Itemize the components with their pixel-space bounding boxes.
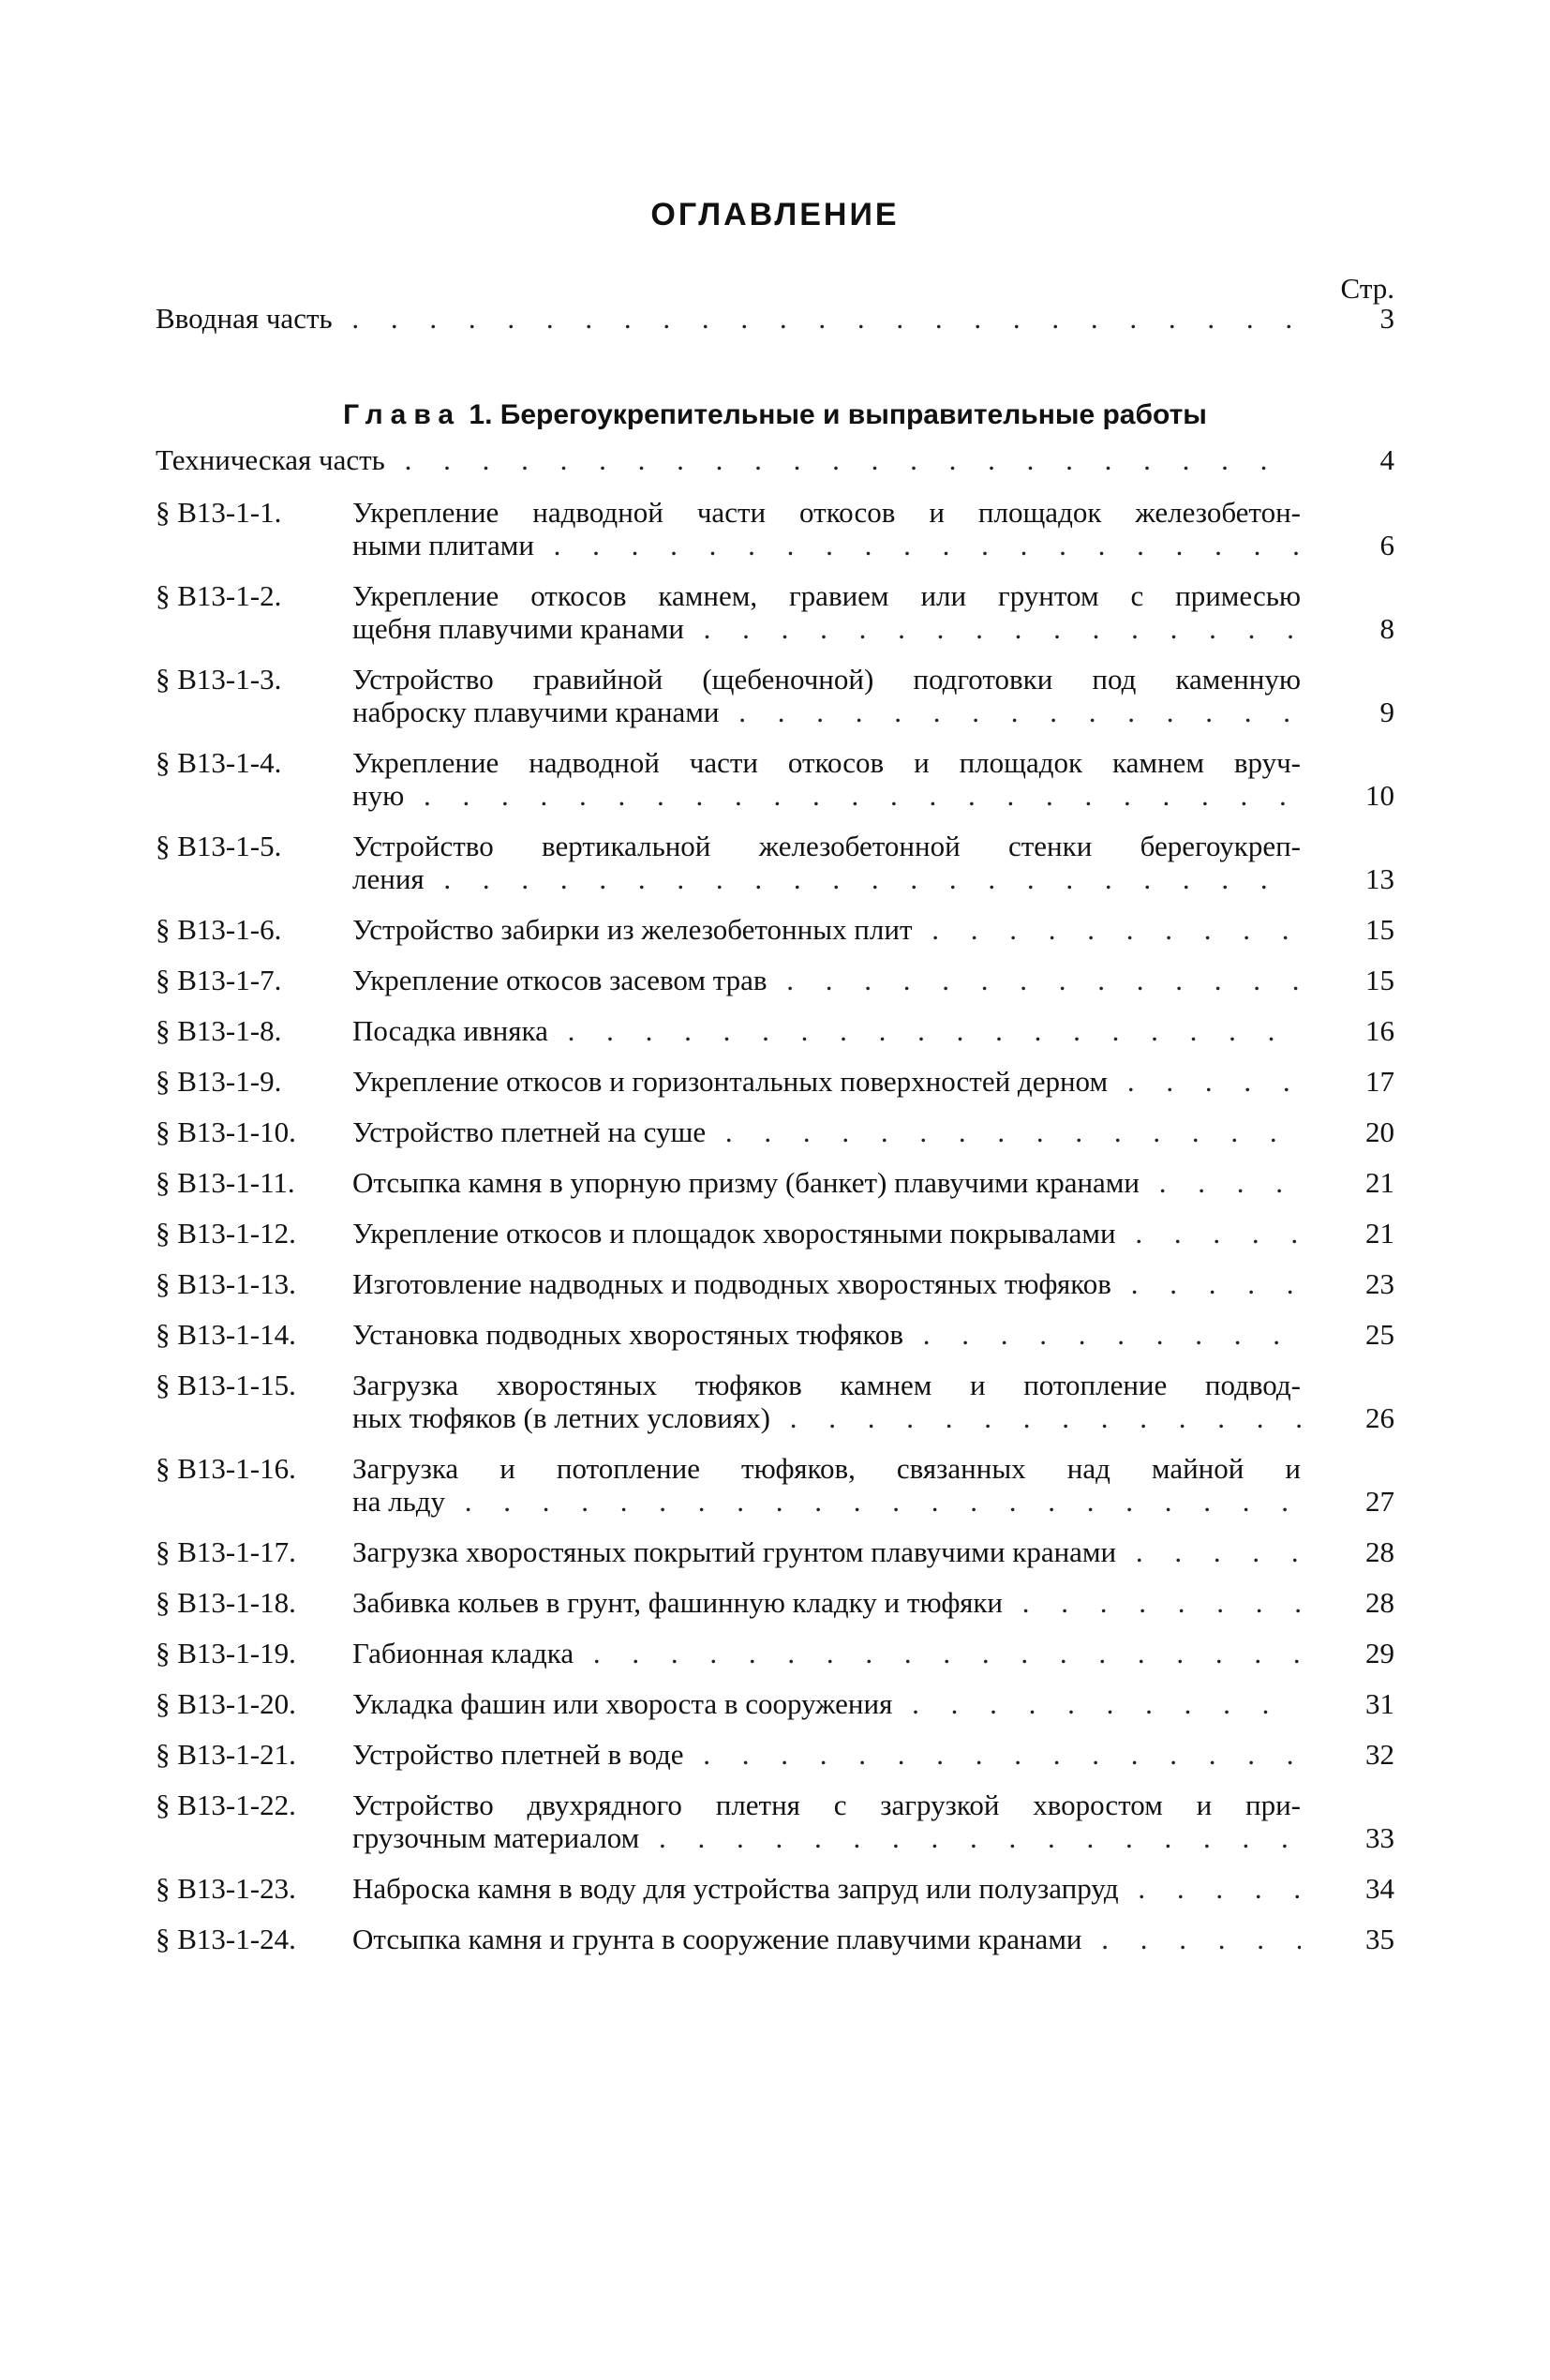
toc-entry — [156, 1687, 1394, 1720]
toc-entry — [156, 1065, 1394, 1098]
toc-entry — [156, 1452, 1394, 1518]
section-code: § В13-1-14. — [156, 1318, 296, 1351]
toc-entry-text: Отсыпка камня в упорную призму (банкет) плавучими кранами . . . — [352, 1166, 1301, 1199]
toc-entry — [156, 496, 1394, 561]
toc-entry-text-line: наброску плавучими кранами . . . — [352, 696, 1301, 728]
chapter-label: Глава — [343, 399, 462, 430]
toc-entry-text: Устройство забирки из железобетонных плит . . . — [352, 913, 1301, 946]
section-code: § В13-1-13. — [156, 1267, 296, 1300]
toc-entry-page: 6 — [1379, 529, 1394, 561]
toc-entry-page: 16 — [1365, 1014, 1394, 1047]
toc-entry-text-line: ными плитами . . . — [352, 529, 1301, 561]
toc-entry-page: 32 — [1365, 1738, 1394, 1771]
chapter-title: Берегоукрепительные и выправительные работы — [499, 399, 1207, 430]
toc-entry — [156, 1014, 1394, 1047]
section-code: § В13-1-18. — [156, 1586, 296, 1619]
toc-entry — [156, 1369, 1394, 1434]
toc-entry — [156, 1789, 1394, 1854]
toc-entry-page: 27 — [1365, 1485, 1394, 1518]
toc-entry-text: Техническая часть . . . — [156, 443, 1301, 476]
chapter-heading — [156, 397, 1394, 434]
toc-entry — [156, 913, 1394, 946]
toc-entry — [156, 579, 1394, 645]
toc-entry-text-line: на льду . . . — [352, 1485, 1301, 1518]
toc-entry — [156, 663, 1394, 728]
section-code: § В13-1-6. — [156, 913, 282, 946]
toc-entry-page: 8 — [1379, 612, 1394, 645]
toc-entry — [156, 1738, 1394, 1771]
toc-entry — [156, 1637, 1394, 1669]
toc-entry-text: Габионная кладка . . . — [352, 1637, 1301, 1669]
toc-entry — [156, 746, 1394, 812]
section-code: § В13-1-1. — [156, 496, 282, 529]
toc-entry — [156, 964, 1394, 996]
toc-entry-text: Укрепление откосов и площадок хворостяными покрывалами . . . — [352, 1217, 1301, 1250]
section-code: § В13-1-11. — [156, 1166, 295, 1199]
toc-entry-text-line: ных тюфяков (в летних условиях) . . . — [352, 1401, 1301, 1434]
section-code: § В13-1-9. — [156, 1065, 282, 1098]
toc-entry — [156, 1217, 1394, 1250]
section-code: § В13-1-20. — [156, 1687, 296, 1720]
toc-entry-text-line: Укрепление откосов камнем, гравием или грунтом с примесью — [352, 579, 1301, 612]
chapter-number: 1. — [469, 399, 493, 430]
toc-entry-page: 15 — [1365, 964, 1394, 996]
section-code: § В13-1-8. — [156, 1014, 282, 1047]
toc-entry-page: 28 — [1365, 1535, 1394, 1568]
toc-entry — [156, 1267, 1394, 1300]
toc-entry — [156, 830, 1394, 895]
toc-entry — [156, 1535, 1394, 1568]
toc-entry-text: Отсыпка камня и грунта в сооружение плавучими кранами . . . — [352, 1923, 1301, 1955]
toc-entry-text: Устройство плетней в воде . . . — [352, 1738, 1301, 1771]
section-code: § В13-1-3. — [156, 663, 282, 696]
toc-entry-page: 35 — [1365, 1923, 1394, 1955]
toc-entry-text-line: Загрузка хворостяных тюфяков камнем и потопление подвод- — [352, 1369, 1301, 1401]
toc-entry-technical — [156, 443, 1394, 476]
section-code: § В13-1-2. — [156, 579, 282, 612]
toc-entry — [156, 1318, 1394, 1351]
toc-entry-text-line: Укрепление надводной части откосов и площадок железобетон- — [352, 496, 1301, 529]
section-code: § В13-1-5. — [156, 830, 282, 862]
toc-entry-page: 15 — [1365, 913, 1394, 946]
toc-entry-page: 21 — [1365, 1166, 1394, 1199]
toc-entry — [156, 1872, 1394, 1905]
toc-entry-page: 17 — [1365, 1065, 1394, 1098]
toc-entry-page: 21 — [1365, 1217, 1394, 1250]
toc-entry-text-line: Загрузка и потопление тюфяков, связанных над майной и — [352, 1452, 1301, 1485]
toc-entry-text-line: ления . . . — [352, 862, 1301, 895]
toc-entry-text-line: щебня плавучими кранами . . . — [352, 612, 1301, 645]
toc-entry — [156, 1166, 1394, 1199]
toc-entry-text: Укрепление откосов и горизонтальных поверхностей дерном . . . — [352, 1065, 1301, 1098]
toc-entry-text: Вводная часть . . . — [156, 302, 1301, 335]
section-code: § В13-1-23. — [156, 1872, 296, 1905]
page-title: ОГЛАВЛЕНИЕ — [650, 197, 900, 232]
toc-entry-text: Наброска камня в воду для устройства запруд или полузапруд . . . — [352, 1872, 1301, 1905]
toc-entry — [156, 1923, 1394, 1955]
toc-entry-page: 25 — [1365, 1318, 1394, 1351]
toc-entry-page: 3 — [1379, 302, 1394, 335]
toc-entry-text-line: Устройство гравийной (щебеночной) подготовки под каменную — [352, 663, 1301, 696]
toc-entry-text: Посадка ивняка . . . — [352, 1014, 1301, 1047]
toc-entry-page: 31 — [1365, 1687, 1394, 1720]
toc-entry-text: Изготовление надводных и подводных хворостяных тюфяков . . . — [352, 1267, 1301, 1300]
page-column-header: Стр. — [1340, 272, 1394, 305]
section-code: § В13-1-12. — [156, 1217, 296, 1250]
toc-entry-text-line: Устройство вертикальной железобетонной стенки берегоукреп- — [352, 830, 1301, 862]
section-code: § В13-1-10. — [156, 1115, 296, 1148]
toc-entry-page: 13 — [1365, 862, 1394, 895]
toc-entry-text-line: Устройство двухрядного плетня с загрузкой хворостом и при- — [352, 1789, 1301, 1821]
toc-entry-text: Загрузка хворостяных покрытий грунтом плавучими кранами . . . — [352, 1535, 1301, 1568]
section-code: § В13-1-16. — [156, 1452, 296, 1485]
table-of-contents — [156, 302, 1394, 1973]
toc-entry-page: 33 — [1365, 1821, 1394, 1854]
section-code: § В13-1-24. — [156, 1923, 296, 1955]
toc-entry-text-line: Укрепление надводной части откосов и площадок камнем вруч- — [352, 746, 1301, 779]
section-code: § В13-1-17. — [156, 1535, 296, 1568]
toc-entry — [156, 1115, 1394, 1148]
section-code: § В13-1-7. — [156, 964, 282, 996]
toc-entry-page: 28 — [1365, 1586, 1394, 1619]
toc-entry-page: 4 — [1379, 443, 1394, 476]
section-code: § В13-1-22. — [156, 1789, 296, 1821]
toc-entry-text: Забивка кольев в грунт, фашинную кладку и тюфяки . . . — [352, 1586, 1301, 1619]
toc-entry-text: Установка подводных хворостяных тюфяков . . . — [352, 1318, 1301, 1351]
toc-entry-page: 10 — [1365, 779, 1394, 812]
toc-entry-page: 23 — [1365, 1267, 1394, 1300]
toc-entry-page: 20 — [1365, 1115, 1394, 1148]
section-code: § В13-1-21. — [156, 1738, 296, 1771]
toc-entry-page: 26 — [1365, 1401, 1394, 1434]
toc-entry-intro — [156, 302, 1394, 335]
toc-entry-text: Устройство плетней на суше . . . — [352, 1115, 1301, 1148]
toc-entry-text-line: грузочным материалом . . . — [352, 1821, 1301, 1854]
section-code: § В13-1-19. — [156, 1637, 296, 1669]
section-code: § В13-1-15. — [156, 1369, 296, 1401]
toc-section-list — [156, 496, 1394, 1955]
toc-entry-page: 29 — [1365, 1637, 1394, 1669]
toc-entry-text-line: ную . . . — [352, 779, 1301, 812]
toc-entry-page: 34 — [1365, 1872, 1394, 1905]
toc-entry-page: 9 — [1379, 696, 1394, 728]
toc-entry-text: Укладка фашин или хвороста в сооружения . . . — [352, 1687, 1301, 1720]
toc-entry — [156, 1586, 1394, 1619]
section-code: § В13-1-4. — [156, 746, 282, 779]
toc-entry-text: Укрепление откосов засевом трав . . . — [352, 964, 1301, 996]
